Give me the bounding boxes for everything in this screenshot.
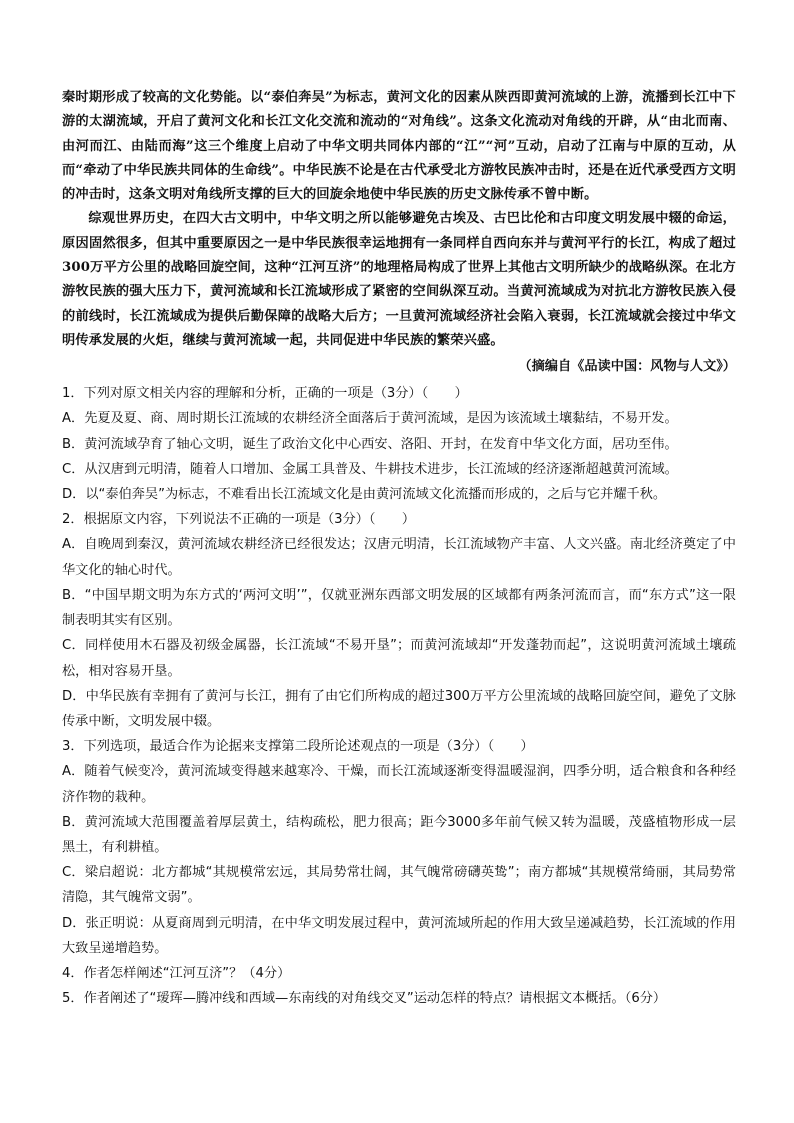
passage-paragraph-2: 综观世界历史，在四大古文明中，中华文明之所以能够避免古埃及、古巴比伦和古印度文明发展中辍的命运，原因固然很多，但其中重要原因之一是中华民族很幸运地拥有一条同样自西向东并与黄河平行的长江，构成了超过300万平方公里的战略回旋空间，这种“江河互济”的地理格局构成了世界上其他古文明所缺少的战略纵深。在北方游牧民族的强大压力下，黄河流域和长江流域形成了紧密的空间纵深互动。当黄河流域成为对抗北方游牧民族入侵的前线时，长江流域成为提供后勤保障的战略大后方；一旦黄河流域经济社会陷入衰弱，长江流域就会接过中华文明传承发展的火炬，继续与黄河流域一起，共同促进中华民族的繁荣兴盛。 — [62, 211, 736, 348]
passage-source: （摘编自《品读中国：风物与人文》） — [518, 359, 736, 375]
question-5-stem: 5．作者阐述了“瑷珲—腾冲线和西域—东南线的对角线交叉”运动怎样的特点？请根据文本概括。（6分） — [62, 991, 667, 1007]
question-2-stem: 2．根据原文内容，下列说法不正确的一项是（3分）（ ） — [62, 512, 416, 528]
question-1-option-a: A．先夏及夏、商、周时期长江流域的农耕经济全面落后于黄河流域，是因为该流域土壤黏结，不易开发。 — [62, 411, 678, 427]
question-3 — [62, 734, 736, 961]
passage-paragraph-1: 秦时期形成了较高的文化势能。以“泰伯奔吴”为标志，黄河文化的因素从陕西即黄河流域的上游，流播到长江中下游的太湖流域，开启了黄河文化和长江文化交流和流动的“对角线”。这条文化流动对角线的开辟，从“由北而南、由河而江、由陆而海”这三个维度上启动了中华文明共同体内部的“江”“河”互动，启动了江南与中原的互动，从而“牵动了中华民族共同体的生命线”。中华民族不论是在古代承受北方游牧民族冲击时，还是在近代承受西方文明的冲击时，这条文明对角线所支撑的巨大的回旋余地使中华民族的历史文脉传承不曾中断。 — [62, 90, 736, 203]
question-2-option-b: B．“中国早期文明为东方式的‘两河文明’”，仅就亚洲东西部文明发展的区域都有两条河流而言，而“东方式”这一限制表明其实有区别。 — [62, 587, 736, 629]
question-3-option-b: B．黄河流域大范围覆盖着厚层黄土，结构疏松，肥力很高；距今3000多年前气候又转为温暖，茂盛植物形成一层黑土，有利耕植。 — [62, 814, 736, 855]
question-3-option-a: A．随着气候变冷，黄河流域变得越来越寒冷、干燥，而长江流域逐渐变得温暖湿润，四季分明，适合粮食和各种经济作物的栽种。 — [62, 764, 736, 805]
question-1-option-b: B．黄河流域孕育了轴心文明，诞生了政治文化中心西安、洛阳、开封，在发育中华文化方面，居功至伟。 — [62, 436, 678, 452]
question-5 — [62, 986, 736, 1011]
question-2 — [62, 507, 736, 734]
reading-passage — [62, 86, 736, 379]
question-2-option-c: C．同样使用木石器及初级金属器，长江流域“不易开垦”；而黄河流域却“开发蓬勃而起”，这说明黄河流域土壤疏松，相对容易开垦。 — [62, 638, 736, 679]
question-1-stem: 1．下列对原文相关内容的理解和分析，正确的一项是（3分）（ ） — [62, 386, 468, 402]
question-1 — [62, 381, 736, 507]
question-2-option-a: A．自晚周到秦汉，黄河流域农耕经济已经很发达；汉唐元明清，长江流域物产丰富、人文兴盛。南北经济奠定了中华文化的轴心时代。 — [62, 537, 736, 578]
question-3-option-d: D．张正明说：从夏商周到元明清，在中华文明发展过程中，黄河流域所起的作用大致呈递减趋势，长江流域的作用大致呈递增趋势。 — [62, 915, 736, 956]
question-4-stem: 4．作者怎样阐述“江河互济”？（4分） — [62, 965, 291, 981]
question-3-stem: 3．下列选项，最适合作为论据来支撑第二段所论述观点的一项是（3分）（ ） — [62, 739, 534, 755]
question-4 — [62, 961, 736, 986]
question-1-option-c: C．从汉唐到元明清，随着人口增加、金属工具普及、牛耕技术进步，长江流域的经济逐渐超越黄河流域。 — [62, 461, 678, 477]
question-2-option-d: D．中华民族有幸拥有了黄河与长江，拥有了由它们所构成的超过300万平方公里流域的战略回旋空间，避免了文脉传承中断，文明发展中辍。 — [62, 688, 736, 729]
question-3-option-c: C．梁启超说：北方都城“其规模常宏远，其局势常壮阔，其气魄常磅礴英鸷”；南方都城“其规模常绮丽，其局势常清隐，其气魄常文弱”。 — [62, 865, 736, 906]
question-1-option-d: D．以“泰伯奔吴”为标志，不难看出长江流域文化是由黄河流域文化流播而形成的，之后与它并耀千秋。 — [62, 487, 667, 503]
